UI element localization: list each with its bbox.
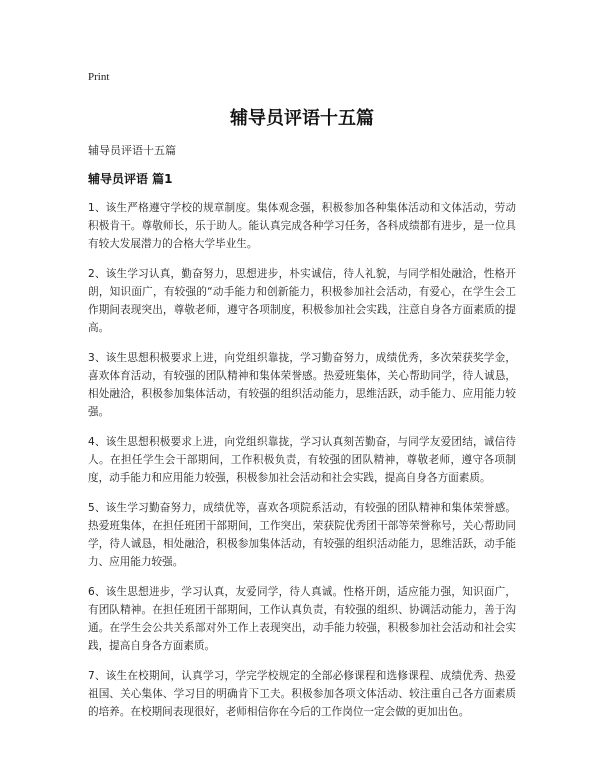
paragraph-1: 1、该生严格遵守学校的规章制度。集体观念强，积极参加各种集体活动和文体活动，劳动积极肯干。尊敬师长，乐于助人。能认真完成各种学习任务，各科成绩都有进步，是一位具有较大发展潜力的合格大学毕业生。 (88, 202, 516, 250)
paragraph-3: 3、该生思想积极要求上进，向党组织靠拢，学习勤奋努力，成绩优秀，多次荣获奖学金，喜欢体育活动，有较强的团队精神和集体荣誉感。热爱班集体，关心帮助同学，待人诚恳，相处融洽，积极参加集体活动，有较强的组织活动能力，思维活跃，动手能力、应用能力较强。 (88, 352, 516, 418)
paragraph-6: 6、该生思想进步，学习认真，友爱同学，待人真诚。性格开朗，适应能力强，知识面广，有团队精神。在担任班团干部期间，工作认真负责，有较强的组织、协调活动能力，善于沟通。在学生会公共关系部对外工作上表现突出，动手能力较强，积极参加社会活动和社会实践，提高自身各方面素质。 (88, 586, 516, 652)
print-link[interactable]: Print (88, 71, 110, 83)
document-subtitle: 辅导员评语十五篇 (88, 144, 176, 157)
paragraph-4: 4、该生思想积极要求上进，向党组织靠拢，学习认真刻苦勤奋，与同学友爱团结，诚信待人。在担任学生会干部期间，工作积极负责，有较强的团队精神，尊敬老师，遵守各项制度，动手能力和应用能力较强，积极参加社会活动和社会实践，提高自身各方面素质。 (88, 436, 516, 484)
paragraph-7: 7、该生在校期间，认真学习，学完学校规定的全部必修课程和选修课程、成绩优秀、热爱祖国、关心集体、学习目的明确肯下工夫。积极参加各项文体活动、较注重自己各方面素质的培养。在校期间表现很好，老师相信你在今后的工作岗位一定会做的更加出色。 (88, 670, 516, 718)
section-heading: 辅导员评语 篇1 (88, 172, 173, 186)
paragraph-2: 2、该生学习认真，勤奋努力，思想进步，朴实诚信，待人礼貌，与同学相处融洽，性格开朗，知识面广，有较强的“动手能力和创新能力，积极参加社会活动，有爱心，在学生会工作期间表现突出，尊敬老师，遵守各项制度，积极参加社会实践，注意自身各方面素质的提高。 (88, 268, 516, 334)
document-title: 辅导员评语十五篇 (230, 108, 374, 129)
document-page (88, 70, 516, 733)
paragraph-5: 5、该生学习勤奋努力，成绩优等，喜欢各项院系活动，有较强的团队精神和集体荣誉感。热爱班集体，在担任班团干部期间，工作突出，荣获院优秀团干部等荣誉称号，关心帮助同学，待人诚恳，相处融洽，积极参加集体活动，有较强的组织活动能力，思维活跃，动手能力、应用能力较强。 (88, 502, 516, 568)
